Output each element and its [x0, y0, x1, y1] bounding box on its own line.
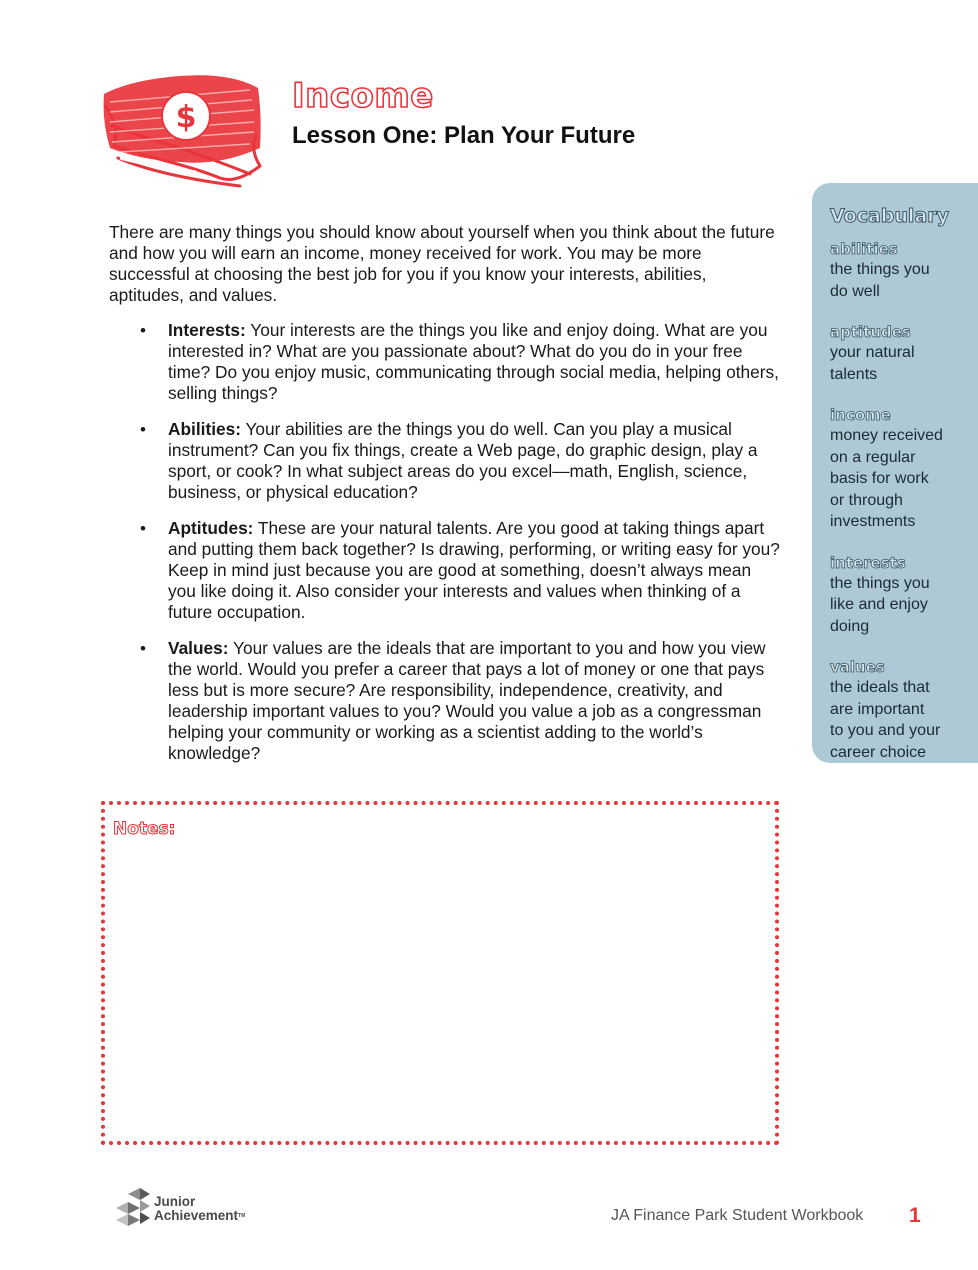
bullet-text: Your interests are the things you like and enjoy doing. What are you interested in? What are you passionate about? What do you do in your free time? Do you enjoy music, communicating through social media, helping others, selling things?: [168, 320, 779, 403]
page-number: 1: [909, 1204, 921, 1227]
ja-wordmark: [154, 1195, 245, 1223]
vocab-item-income: [830, 405, 966, 533]
ja-triangles-icon: [110, 1186, 154, 1232]
vocab-item-aptitudes: [830, 322, 966, 385]
ja-line1: Junior: [154, 1194, 196, 1209]
footer-workbook-title: JA Finance Park Student Workbook: [611, 1207, 864, 1224]
bullet-marker: •: [140, 321, 146, 340]
bullet-text: These are your natural talents. Are you good at taking things apart and putting them back together? Is drawing, performing, or writing easy for you? Keep in mind just because you are good at something, doesn’t always mean you like doing it. Also consider your interests and values when thinking of a future occupation.: [168, 518, 780, 622]
notes-label: Notes:: [113, 819, 176, 839]
vocab-definition: the ideals that are important to you and your career choice: [830, 679, 941, 761]
vocab-item-abilities: [830, 239, 966, 302]
vocab-definition: the things you like and enjoy doing: [830, 574, 930, 635]
bullet-text: Your abilities are the things you do well. Can you play a musical instrument? Can you fix things, create a Web page, do graphic design, play a sport, or cook? In what subject areas do you excel—math, English, science, business, or physical education?: [168, 419, 758, 502]
intro-paragraph: There are many things you should know about yourself when you think about the future and how you will earn an income, money received for work. You may be more successful at choosing the best job for you if you know your interests, abilities, aptitudes, and values.: [109, 222, 775, 305]
vocab-term: aptitudes: [830, 323, 911, 341]
bullet-marker: •: [140, 420, 146, 439]
vocab-item-interests: [830, 553, 966, 638]
vocab-term: income: [830, 406, 891, 424]
vocab-definition: the things you do well: [830, 261, 930, 300]
bullet-item: [140, 638, 780, 764]
vocab-term: values: [830, 658, 885, 676]
bullet-item: [140, 419, 780, 503]
bullet-term: Values:: [168, 638, 229, 658]
bullet-term: Aptitudes:: [168, 518, 254, 538]
bullet-item: [140, 320, 780, 404]
vocabulary-heading: Vocabulary: [830, 205, 950, 227]
money-bill-icon: [100, 66, 268, 190]
junior-achievement-logo: [110, 1186, 270, 1234]
bullet-marker: •: [140, 519, 146, 538]
vocab-term: abilities: [830, 240, 898, 258]
vocab-definition: your natural talents: [830, 344, 915, 383]
notes-area[interactable]: [101, 801, 779, 1145]
bullet-list: [140, 320, 780, 779]
vocab-term: interests: [830, 553, 906, 572]
bullet-term: Abilities:: [168, 419, 241, 439]
lesson-title: Lesson One: Plan Your Future: [292, 122, 636, 149]
ja-trademark: TM: [238, 1213, 246, 1219]
vocab-definition: money received on a regular basis for work or through investments: [830, 427, 943, 530]
bullet-item: [140, 518, 780, 623]
svg-text:$: $: [175, 100, 197, 135]
ja-line2: Achievement: [154, 1208, 239, 1223]
vocabulary-panel: [812, 183, 978, 763]
bullet-term: Interests:: [168, 320, 246, 340]
section-title: Income: [292, 76, 434, 116]
bullet-marker: •: [140, 639, 146, 658]
bullet-text: Your values are the ideals that are important to you and how you view the world. Would you prefer a career that pays a lot of money or one that pays less but is more secure? Are responsibility, independence, creativity, and leadership important values to you? Would you value a job as a congressman helping your community or working as a scientist adding to the world’s knowledge?: [168, 638, 766, 763]
vocab-item-values: [830, 657, 966, 763]
